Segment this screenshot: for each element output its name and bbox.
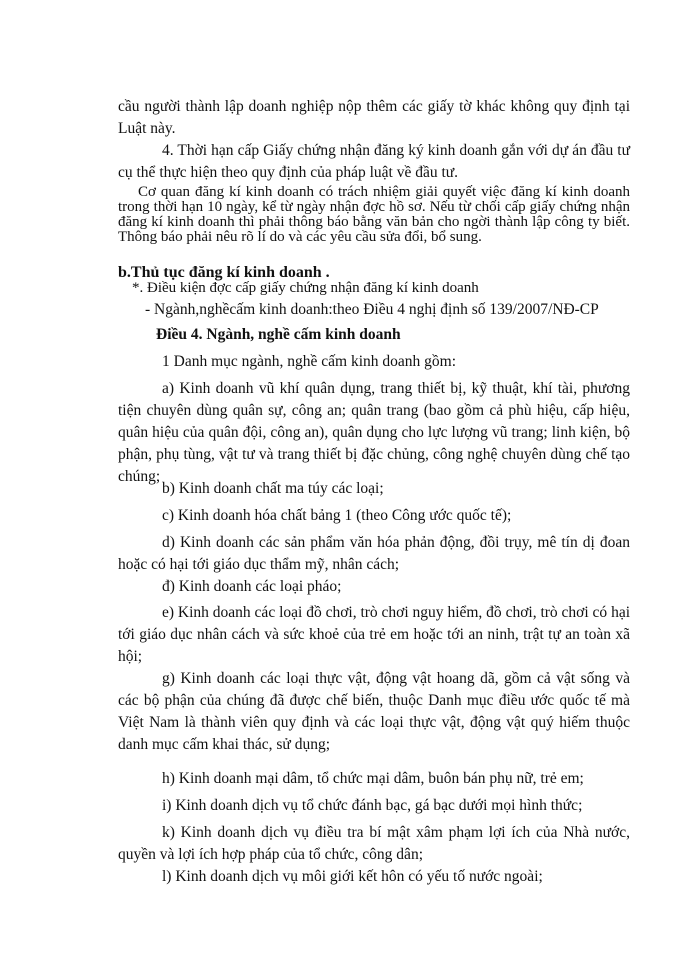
- paragraph-continuation: cầu người thành lập doanh nghiệp nộp thêm các giấy tờ khác không quy định tại Luật này.: [118, 98, 630, 137]
- nganh-nghe-line: - Ngành,nghềcấm kinh doanh:theo Điều 4 nghị định số 139/2007/NĐ-CP: [145, 301, 599, 318]
- list-item-d: d) Kinh doanh các sản phẩm văn hóa phản động, đồi trụy, mê tín dị đoan hoặc có hại tới giáo dục thẩm mỹ, nhân cách;: [118, 534, 630, 573]
- paragraph-co-quan-dang-ki: Cơ quan đăng kí kinh doanh có trách nhiệm giải quyết việc đăng kí kinh doanh trong thời hạn 10 ngày, kể từ ngày nhận đợc hồ sơ. Nếu từ chối cấp giấy chứng nhận đăng kí kinh doanh thì phải thông báo bằng văn bản cho ngời thành lập công ty biết. Thông báo phải nêu rõ lí do và các yêu cầu sửa đổi, bổ sung.: [118, 184, 630, 245]
- list-item-e: e) Kinh doanh các loại đồ chơi, trò chơi nguy hiểm, đồ chơi, trò chơi có hại tới giáo dục nhân cách và sức khoẻ của trẻ em hoặc tới an ninh, trật tự an toàn xã hội;: [118, 604, 630, 665]
- list-item-l: l) Kinh doanh dịch vụ môi giới kết hôn có yếu tố nước ngoài;: [162, 868, 543, 885]
- list-item-c: c) Kinh doanh hóa chất bảng 1 (theo Công ước quốc tế);: [162, 507, 512, 524]
- heading-thu-tuc-dang-ki: b.Thủ tục đăng kí kinh doanh .: [118, 264, 330, 281]
- list-item-h: h) Kinh doanh mại dâm, tổ chức mại dâm, buôn bán phụ nữ, trẻ em;: [162, 770, 584, 787]
- dieu-kien-line: *. Điều kiện đợc cấp giấy chứng nhận đăng kí kinh doanh: [132, 280, 479, 296]
- paragraph-item-4: 4. Thời hạn cấp Giấy chứng nhận đăng ký kinh doanh gắn với dự án đầu tư cụ thể thực hiện theo quy định của pháp luật về đầu tư.: [118, 142, 630, 181]
- list-item-b: b) Kinh doanh chất ma túy các loại;: [162, 480, 384, 497]
- list-item-1: 1 Danh mục ngành, nghề cấm kinh doanh gồm:: [162, 353, 457, 370]
- list-item-k: k) Kinh doanh dịch vụ điều tra bí mật xâm phạm lợi ích của Nhà nước, quyền và lợi ích hợp pháp của tổ chức, công dân;: [118, 824, 630, 863]
- dieu-4-title: Điều 4. Ngành, nghề cấm kinh doanh: [156, 326, 401, 343]
- list-item-i: i) Kinh doanh dịch vụ tổ chức đánh bạc, gá bạc dưới mọi hình thức;: [162, 797, 583, 814]
- list-item-dd: đ) Kinh doanh các loại pháo;: [162, 578, 342, 595]
- list-item-g: g) Kinh doanh các loại thực vật, động vật hoang dã, gồm cả vật sống và các bộ phận của chúng đã được chế biến, thuộc Danh mục điều ước quốc tế mà Việt Nam là thành viên quy định và các loại thực vật, động vật quý hiếm thuộc danh mục cấm khai thác, sử dụng;: [118, 670, 630, 753]
- list-item-a: a) Kinh doanh vũ khí quân dụng, trang thiết bị, kỹ thuật, khí tài, phương tiện chuyên dùng quân sự, công an; quân trang (bao gồm cả phù hiệu, cấp hiệu, quân hiệu của quân đội, công an), quân dụng cho lực lượng vũ trang; linh kiện, bộ phận, phụ tùng, vật tư và trang thiết bị đặc chủng, công nghệ chuyên dùng chế tạo chúng;: [118, 380, 630, 485]
